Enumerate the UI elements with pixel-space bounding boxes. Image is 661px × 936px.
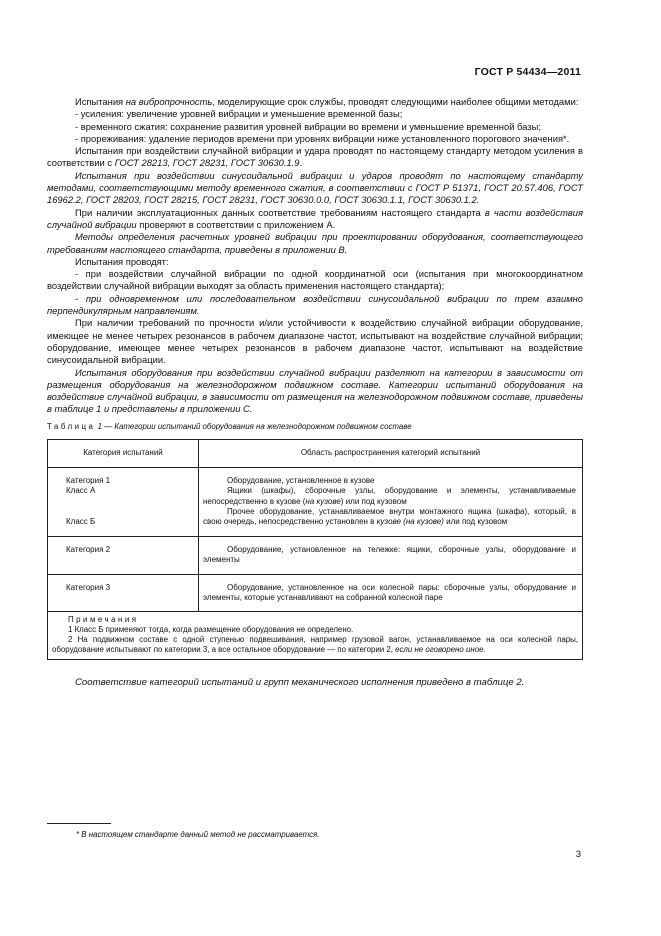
note-item: 1 Класс Б применяют тогда, когда размещение оборудования не определено. <box>68 625 354 635</box>
table-cell: Оборудование, установленное в кузове Ящики (шкафы), сборочные узлы, оборудование и элементы, устанавливаемые непосредственно в кузове (на кузове) или под кузовом Прочее оборудование, устанавливаемое внутри монтажного ящика (шкафа), который, в свою очередь, непосредственно установлен в кузове (на кузове) или под кузовом <box>199 467 583 536</box>
table-cell: Оборудование, установленное на оси колесной пары: сборочные узлы, оборудование и элементы, которые устанавливают на собранной колесной паре <box>199 574 583 612</box>
footnote: * В настоящем стандарте данный метод не рассматривается. <box>76 830 320 839</box>
paragraph-random-vibration: Испытания при воздействии случайной вибрации и удара проводят по настоящему стандарту методом усиления в соответствии с ГОСТ 28213, ГОСТ 28231, ГОСТ 30630.1.9. <box>47 145 583 169</box>
column-header: Категория испытаний <box>48 439 199 467</box>
list-item: - при одновременном или последовательном воздействии синусоидальной вибрации по трем взаимно перпендикулярным направлениям. <box>47 292 583 317</box>
list-item: - усиления: увеличение уровней вибрации и уменьшение временной базы; <box>75 108 403 120</box>
table-notes-row <box>48 612 583 660</box>
footnote-divider <box>47 823 111 824</box>
paragraph-categories: Испытания оборудования при воздействии случайной вибрации разделяют на категории в зависимости от размещения оборудования на железнодорожном подвижном составе. Категории испытаний оборудования на воздействие случайной вибрации, в зависимости от размещения на железнодорожном подвижном составе, приведены в таблице 1 и представлены в приложении С. <box>47 366 583 415</box>
paragraph-vibration-strength: Испытания на вибропрочность, моделирующие срок службы, проводят следующими наиболее общими методами: <box>75 96 579 107</box>
paragraph-calculation-methods: Методы определения расчетных уровней вибрации при проектировании оборудования, соответствующего требованиям настоящего стандарта, приведены в приложении В. <box>47 231 583 255</box>
table-row <box>48 574 583 612</box>
paragraph-operational-data: При наличии эксплуатационных данных соответствие требованиям настоящего стандарта в части воздействия случайной вибрации проверяют в соответствии с приложением А. <box>47 206 583 230</box>
table-cell: Оборудование, установленное на тележке: ящики, сборочные узлы, оборудование и элементы <box>199 536 583 574</box>
column-header: Область распространения категорий испытаний <box>199 439 583 467</box>
categories-table <box>47 439 583 661</box>
page-number: 3 <box>575 849 581 860</box>
table-cell: Категория 3 <box>48 574 199 612</box>
list-item: - при воздействии случайной вибрации по одной координатной оси (испытания при многокоординатном воздействии случайной вибрации выходят за область применения настоящего стандарта); <box>47 268 583 292</box>
list-item: - временного сжатия: сохранение развития уровней вибрации во времени и уменьшение временной базы; <box>75 120 541 132</box>
paragraph-conclusion: Соответствие категорий испытаний и групп механического исполнения приведено в таблице 2. <box>75 677 525 689</box>
document-body <box>47 96 583 699</box>
table-notes <box>48 612 583 660</box>
notes-title: Примечания <box>68 615 139 625</box>
table-header-row <box>48 439 583 467</box>
table-cell: Категория 1 Класс А Класс Б <box>48 467 199 536</box>
table-cell: Категория 2 <box>48 536 199 574</box>
table-row <box>48 467 583 536</box>
table-row <box>48 536 583 574</box>
paragraph-resonances: При наличии требований по прочности и/или устойчивости к воздействию случайной вибрации оборудование, имеющее не менее четырех резонансов в рабочем диапазоне частот, испытывают на воздействие случайной вибрации; оборудование, имеющее менее четырех резонансов в рабочем диапазоне частот, испытывают на воздействие синусоидальной вибрации. <box>47 317 583 366</box>
list-item: - прореживания: удаление периодов времени при уровнях вибрации ниже установленного порогового значения*. <box>75 132 570 144</box>
paragraph-sinusoidal: Испытания при воздействии синусоидальной вибрации и ударов проводят по настоящему стандарту методами, соответствующими методу временного сжатия, в соответствии с ГОСТ Р 51371, ГОСТ 20.57.406, ГОСТ 16962.2, ГОСТ 28203, ГОСТ 28215, ГОСТ 28231, ГОСТ 30630.0.0, ГОСТ 30630.1.1, ГОСТ 30630.1.2. <box>47 169 583 206</box>
document-header: ГОСТ Р 54434—2011 <box>474 66 581 78</box>
table-caption: Таблица 1 — Категории испытаний оборудования на железнодорожном подвижном составе <box>47 421 412 431</box>
note-item: 2 На подвижном составе с одной ступенью подвешивания, например грузовой вагон, устанавливаемое на оси колесной пары, оборудование испытывают по категории 3, а все остальное оборудование — по категории 2, если не оговорено иное. <box>52 635 578 655</box>
paragraph-tests-conducted: Испытания проводят: <box>75 255 169 267</box>
